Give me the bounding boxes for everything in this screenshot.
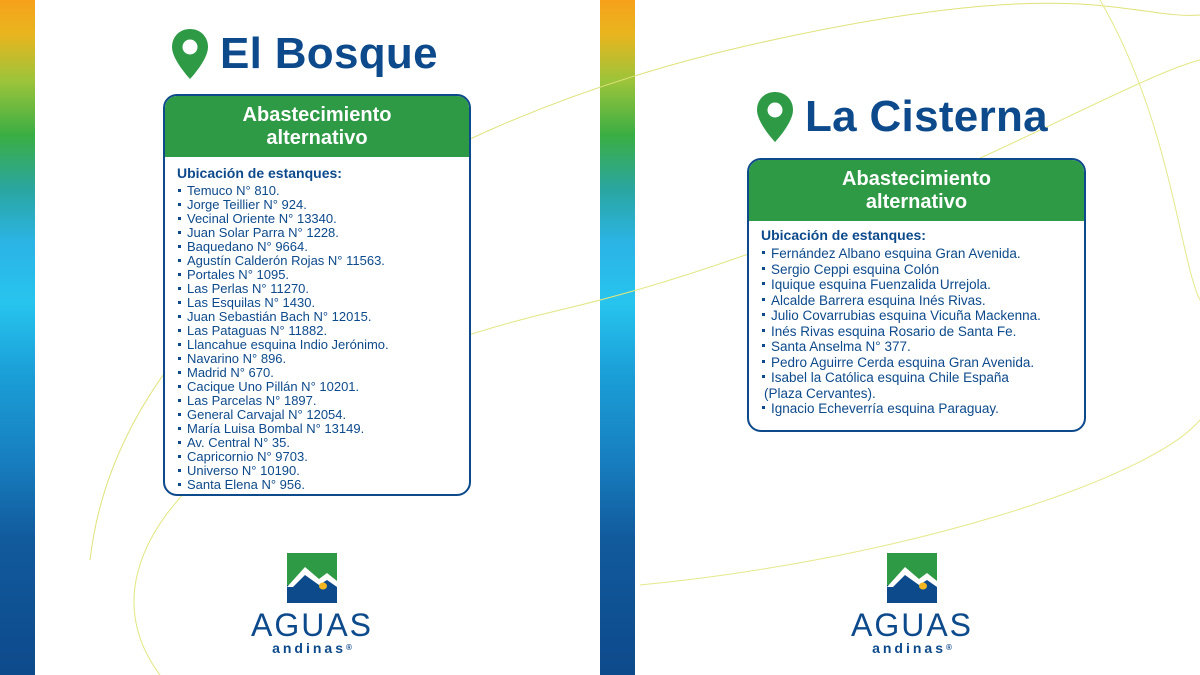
- right-gradient-bar: [600, 0, 635, 675]
- tank-location-list: [761, 246, 1072, 417]
- list-item: Alcalde Barrera esquina Inés Rivas.: [761, 293, 1072, 309]
- list-item: Jorge Teillier N° 924.: [177, 198, 457, 212]
- list-item: Vecinal Oriente N° 13340.: [177, 212, 457, 226]
- aguas-andinas-logo-right: [842, 553, 982, 655]
- list-item: Madrid N° 670.: [177, 366, 457, 380]
- list-item: Sergio Ceppi esquina Colón: [761, 262, 1072, 278]
- list-item: Santa Anselma N° 377.: [761, 339, 1072, 355]
- logo-subword: andinas: [872, 640, 946, 656]
- mountain-logo-icon: [287, 553, 337, 603]
- list-item: Santa Elena N° 956.: [177, 478, 457, 492]
- el-bosque-card: [163, 94, 471, 496]
- logo-wordmark: AGUAS: [250, 607, 374, 643]
- list-item: Iquique esquina Fuenzalida Urrejola.: [761, 277, 1072, 293]
- list-item: Inés Rivas esquina Rosario de Santa Fe.: [761, 324, 1072, 340]
- list-item: Pedro Aguirre Cerda esquina Gran Avenida.: [761, 355, 1072, 371]
- logo-wordmark: AGUAS: [850, 607, 974, 643]
- list-item: General Carvajal N° 12054.: [177, 408, 457, 422]
- list-item: Julio Covarrubias esquina Vicuña Mackenna.: [761, 308, 1072, 324]
- la-cisterna-heading: [755, 91, 1048, 143]
- card-subtitle: Ubicación de estanques:: [177, 165, 342, 181]
- list-item: Las Perlas N° 11270.: [177, 282, 457, 296]
- list-item: Las Esquilas N° 1430.: [177, 296, 457, 310]
- card-body: [749, 221, 1084, 425]
- mountain-logo-icon: [887, 553, 937, 603]
- card-header: Abastecimiento alternativo: [749, 160, 1084, 221]
- list-item: Av. Central N° 35.: [177, 436, 457, 450]
- la-cisterna-card: [747, 158, 1086, 432]
- list-item: Navarino N° 896.: [177, 352, 457, 366]
- page-title: El Bosque: [220, 29, 438, 78]
- page-title: La Cisterna: [805, 92, 1048, 141]
- list-item: Juan Solar Parra N° 1228.: [177, 226, 457, 240]
- left-gradient-bar: [0, 0, 35, 675]
- location-pin-icon: [170, 28, 210, 80]
- registered-mark: ®: [946, 643, 952, 652]
- card-subtitle: Ubicación de estanques:: [761, 227, 926, 243]
- location-pin-icon: [755, 91, 795, 143]
- list-item: Juan Sebastián Bach N° 12015.: [177, 310, 457, 324]
- list-item: Ignacio Echeverría esquina Paraguay.: [761, 401, 1072, 417]
- card-header: Abastecimiento alternativo: [165, 96, 469, 157]
- list-item: Cacique Uno Pillán N° 10201.: [177, 380, 457, 394]
- list-item: Portales N° 1095.: [177, 268, 457, 282]
- list-item-continuation: (Plaza Cervantes).: [764, 385, 876, 401]
- list-item: Llancahue esquina Indio Jerónimo.: [177, 338, 457, 352]
- list-item: Fernández Albano esquina Gran Avenida.: [761, 246, 1072, 262]
- list-item: Universo N° 10190.: [177, 464, 457, 478]
- list-item: Las Pataguas N° 11882.: [177, 324, 457, 338]
- card-body: [165, 157, 469, 496]
- list-item: Isabel la Católica esquina Chile España: [761, 370, 1072, 386]
- list-item: Las Parcelas N° 1897.: [177, 394, 457, 408]
- list-item: Agustín Calderón Rojas N° 11563.: [177, 254, 457, 268]
- el-bosque-heading: [170, 28, 438, 80]
- list-item: Baquedano N° 9664.: [177, 240, 457, 254]
- list-item: María Luisa Bombal N° 13149.: [177, 422, 457, 436]
- logo-subword: andinas: [272, 640, 346, 656]
- list-item: Capricornio N° 9703.: [177, 450, 457, 464]
- list-item: Temuco N° 810.: [177, 184, 457, 198]
- aguas-andinas-logo-left: [242, 553, 382, 655]
- registered-mark: ®: [346, 643, 352, 652]
- tank-location-list: [177, 184, 457, 492]
